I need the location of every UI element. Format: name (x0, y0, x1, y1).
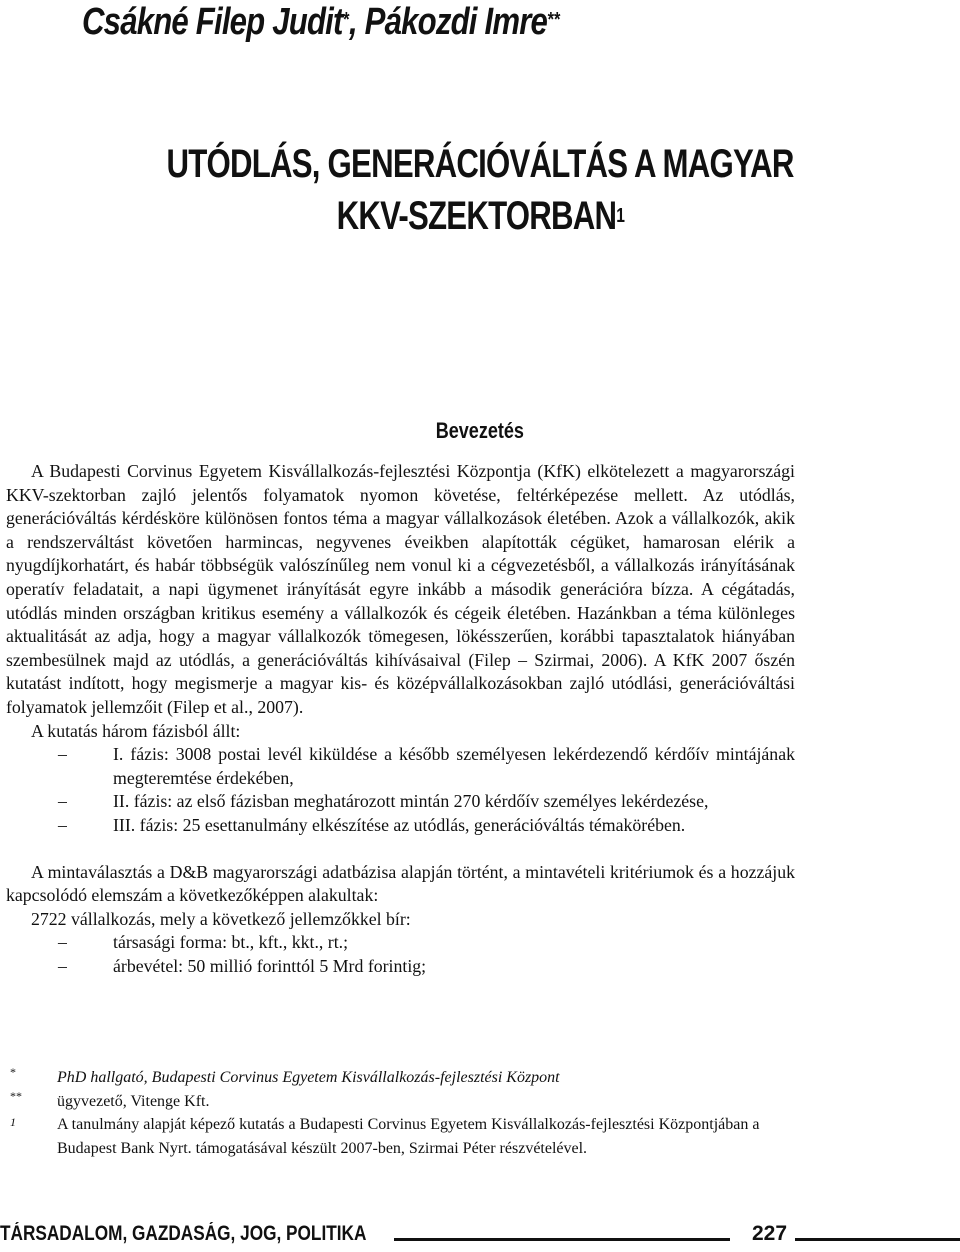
list-item (6, 790, 795, 814)
spacer (6, 838, 795, 861)
paragraph-intro: A Budapesti Corvinus Egyetem Kisvállalkozás-fejlesztési Központja (KfK) elkötelezett a magyarországi KKV-szektorban zajló jelentős folyamatok nyomon követése, feltérképezése mellett. Az utódlás, generációváltás kérdésköre különösen fontos téma a magyar vállalkozások életében. Azok a vállalkozók, akik a rendszerváltást követően harmincas, negyvenes éveikben alapították cégüket, hamarosan elérik a nyugdíjkorhatárt, és habár többségük valószínűleg nem vonul ki a cégvezetésből, a vállalkozás irányításának operatív feladatait, a napi ügymenet irányítását egyre inkább a második generációra bízza. A cégátadás, utódlás minden országban kritikus esemény a vállalkozók és cégeik életében. Hazánkban a téma különleges aktualitását az adja, hogy a magyar vállalkozók tömegesen, lökésszerűen, korábbi tapasztalatok hiányában szembesülnek majd az utódlás, a generációváltás kihívásaival (Filep – Szirmai, 2006). A KfK 2007 őszén kutatást indított, hogy megismerje a magyar kis- és középvállalkozásokban zajló utódlási, generációváltási folyamatok jellemzőit (Filep et al., 2007). (6, 461, 795, 717)
title-line-2-text: KKV-SZEKTORBAN (336, 194, 616, 238)
section-heading (0, 418, 960, 444)
criteria-list (6, 931, 795, 978)
list-item (6, 955, 795, 979)
title-footnote-ref: 1 (615, 205, 624, 227)
author-line (82, 0, 560, 44)
article-title (0, 138, 960, 242)
footnote (10, 1113, 770, 1160)
paragraph-sampling: A mintaválasztás a D&B magyarországi adatbázisa alapján történt, a mintavételi kritériumok és a hozzájuk kapcsolódó elemszám a következőképpen alakultak: (6, 861, 795, 906)
list-dash: – (58, 814, 67, 835)
footnote-mark: 1 (10, 1115, 16, 1129)
footnote-text: A tanulmány alapját képező kutatás a Budapesti Corvinus Egyetem Kisvállalkozás-fejlesztési Központjában a Budapest Bank Nyrt. támogatásával készült 2007-ben, Szirmai Péter részvételével. (57, 1116, 760, 1157)
page-number: 227 (752, 1222, 788, 1245)
author-separator: , (348, 1, 365, 43)
list-item-text: árbevétel: 50 millió forinttól 5 Mrd forintig; (113, 955, 427, 976)
list-item-text: I. fázis: 3008 postai levél kiküldése a később személyesen lekérdezendő kérdőív mintájának megteremtése érdekében, (113, 744, 795, 788)
title-line-2 (336, 190, 624, 242)
list-dash: – (58, 744, 67, 765)
footer-rule (394, 1238, 730, 1241)
footnote-marker: * (342, 9, 349, 31)
body-text (6, 460, 795, 978)
footer-rule (795, 1238, 960, 1241)
list-item-text: II. fázis: az első fázisban meghatározott mintán 270 kérdőív személyes lekérdezése, (113, 791, 709, 812)
footnote-mark: ** (10, 1088, 22, 1103)
list-dash: – (58, 791, 67, 812)
author-name: Csákné Filep Judit (82, 1, 343, 43)
title-line-1: UTÓDLÁS, GENERÁCIÓVÁLTÁS A MAGYAR (166, 142, 794, 186)
list-item (6, 931, 795, 955)
page-footer (0, 1222, 960, 1252)
footnote (10, 1090, 770, 1114)
paragraph-criteria-intro: 2722 vállalkozás, mely a következő jellemzőkkel bír: (31, 908, 411, 929)
footnote-marker: ** (547, 9, 560, 31)
list-item (6, 743, 795, 790)
list-dash: – (58, 932, 67, 953)
author-name: Pákozdi Imre (364, 1, 548, 43)
list-dash: – (58, 955, 67, 976)
footnote-text: PhD hallgató, Budapesti Corvinus Egyetem Kisvállalkozás-fejlesztési Központ (57, 1069, 560, 1086)
paragraph-phases-intro: A kutatás három fázisból állt: (31, 720, 241, 741)
footnote (10, 1066, 770, 1090)
journal-name: TÁRSADALOM, GAZDASÁG, JOG, POLITIKA (0, 1222, 367, 1245)
footnote-text: ügyvezető, Vitenge Kft. (57, 1092, 210, 1110)
list-item (6, 814, 795, 838)
list-item-text: III. fázis: 25 esettanulmány elkészítése az utódlás, generációváltás témakörében. (113, 814, 686, 835)
section-heading-text: Bevezetés (435, 418, 525, 443)
footnotes (10, 1066, 770, 1160)
phase-list (6, 743, 795, 837)
footnote-mark: * (10, 1065, 16, 1079)
list-item-text: társasági forma: bt., kft., kkt., rt.; (113, 932, 349, 953)
